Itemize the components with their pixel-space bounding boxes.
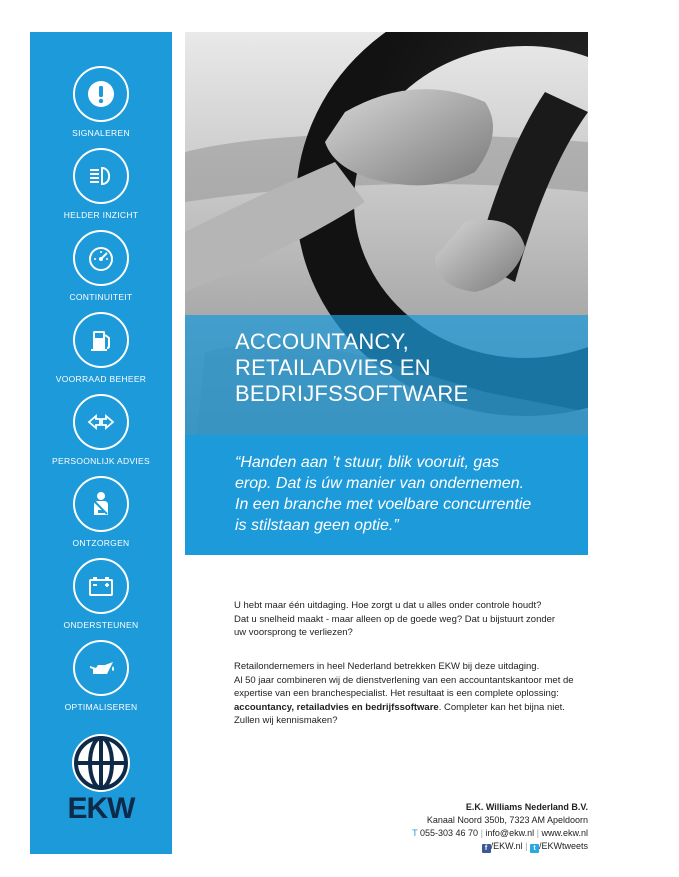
facebook-icon: f — [482, 844, 491, 853]
feature-helder-inzicht — [30, 148, 172, 230]
quote-line: In een branche met voelbare concurrentie — [235, 496, 532, 513]
title-band — [185, 315, 588, 435]
headlight-icon — [73, 148, 129, 204]
hero-photo — [185, 32, 588, 555]
feature-signaleren — [30, 66, 172, 148]
twitter-link[interactable]: /EKWtweets — [538, 841, 588, 851]
paragraph-line: expertise van een branchespecialist. Het resultaat is een complete oplossing: — [234, 688, 559, 699]
feature-label: VOORRAAD BEHEER — [55, 374, 147, 384]
heading-line: BEDRIJFSSOFTWARE — [235, 381, 469, 406]
separator: | — [480, 828, 483, 838]
fuel-pump-icon — [73, 312, 129, 368]
phone-number[interactable]: 055-303 46 70 — [419, 828, 479, 838]
separator: | — [536, 828, 539, 838]
paragraph-line: Retailondernemers in heel Nederland betrekken EKW bij deze uitdaging. — [234, 661, 540, 672]
quote-line: “Handen aan ’t stuur, blik vooruit, gas — [235, 454, 500, 471]
quote-line: is stilstaan geen optie.” — [235, 517, 399, 534]
feature-persoonlijk-advies — [30, 394, 172, 476]
email-link[interactable]: info@ekw.nl — [485, 828, 535, 838]
paragraph-line: U hebt maar één uitdaging. Hoe zorgt u dat u alles onder controle houdt? — [234, 600, 542, 611]
paragraph-line — [234, 701, 594, 715]
paragraph-fragment: . Completer kan het bijna niet. — [438, 701, 565, 713]
feature-label: HELDER INZICHT — [63, 210, 139, 220]
website-link[interactable]: www.ekw.nl — [541, 828, 588, 838]
contact-line — [268, 827, 588, 840]
paragraph-line: Al 50 jaar combineren wij de dienstverlening van een accountantskantoor met de — [234, 674, 574, 686]
feature-label: SIGNALEREN — [72, 128, 130, 138]
oil-can-icon — [73, 640, 129, 696]
intro-paragraph — [234, 599, 594, 640]
quote-band — [185, 435, 588, 555]
social-line — [268, 840, 588, 853]
feature-optimaliseren — [30, 640, 172, 722]
battery-icon — [73, 558, 129, 614]
feature-voorraad-beheer — [30, 312, 172, 394]
speedometer-icon — [73, 230, 129, 286]
offer-paragraph — [234, 660, 594, 728]
main-heading — [235, 329, 575, 407]
phone-prefix: T — [412, 828, 418, 838]
ekw-globe-logo — [70, 732, 132, 794]
feature-continuiteit — [30, 230, 172, 312]
feature-label: CONTINUITEIT — [69, 292, 133, 302]
separator: | — [525, 841, 528, 851]
exclamation-icon — [73, 66, 129, 122]
feature-label: OPTIMALISEREN — [64, 702, 138, 712]
company-address: Kanaal Noord 350b, 7323 AM Apeldoorn — [426, 815, 588, 825]
paragraph-line: Dat u snelheid maakt - maar alleen op de goede weg? Dat u bijstuurt zonder — [234, 613, 556, 625]
contact-footer — [268, 801, 588, 853]
feature-ontzorgen — [30, 476, 172, 558]
bold-services: accountancy, retailadvies en bedrijfssoftware — [234, 701, 439, 713]
heading-line: ACCOUNTANCY, — [235, 329, 409, 354]
feature-ondersteunen — [30, 558, 172, 640]
quote-line: erop. Dat is úw manier van ondernemen. — [235, 475, 525, 492]
heading-line: RETAILADVIES EN — [235, 355, 431, 380]
paragraph-line: Zullen wij kennismaken? — [234, 715, 338, 726]
ekw-logo-text: EKW — [67, 792, 135, 825]
turn-signal-icon — [73, 394, 129, 450]
hero-quote — [235, 452, 575, 536]
paragraph-line: uw voorsprong te verliezen? — [234, 627, 353, 638]
sidebar — [30, 32, 172, 854]
feature-label: PERSOONLIJK ADVIES — [52, 456, 150, 466]
seatbelt-icon — [73, 476, 129, 532]
company-name: E.K. Williams Nederland B.V. — [465, 802, 588, 812]
twitter-icon: t — [530, 844, 539, 853]
facebook-link[interactable]: /EKW.nl — [490, 841, 523, 851]
feature-label: ONDERSTEUNEN — [63, 620, 139, 630]
feature-label: ONTZORGEN — [72, 538, 130, 548]
